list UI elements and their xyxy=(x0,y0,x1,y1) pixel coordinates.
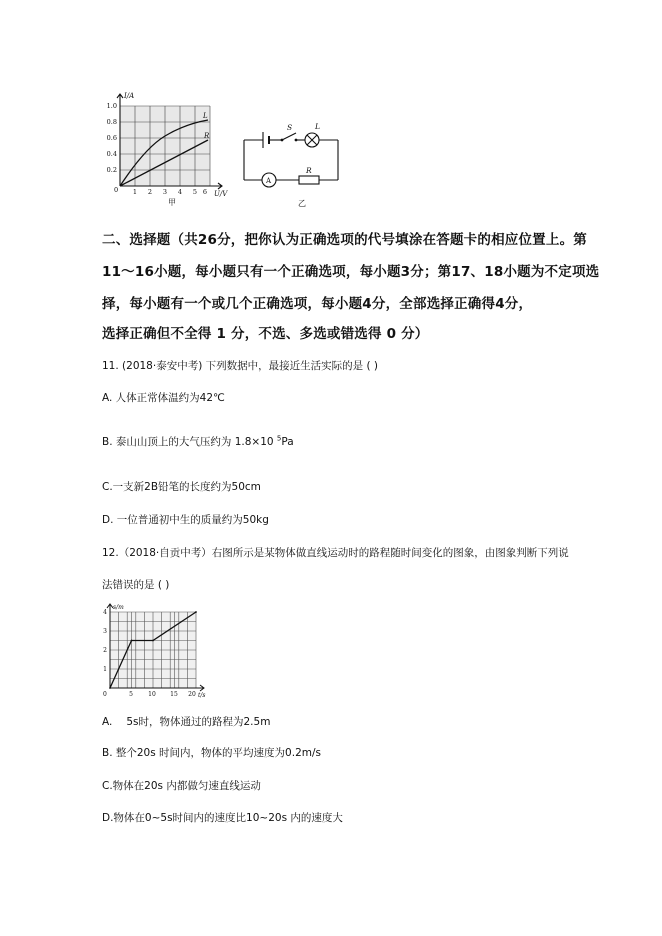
figure-yi xyxy=(236,118,346,208)
figure-caption: 甲 xyxy=(168,198,176,207)
x-tick: 3 xyxy=(162,188,168,196)
x-tick: 20 xyxy=(188,691,196,698)
y-tick: 0.8 xyxy=(106,118,117,126)
q12-option-c: C.物体在20s 内都做匀速直线运动 xyxy=(102,780,261,792)
y-tick: 0.4 xyxy=(106,150,117,158)
x-tick: 4 xyxy=(177,188,183,196)
x-tick: 2 xyxy=(147,188,153,196)
resistor-symbol xyxy=(299,176,319,184)
x-axis-label: U/V xyxy=(214,190,228,198)
x-tick: 6 xyxy=(202,188,208,196)
x-tick: 10 xyxy=(148,691,156,698)
q11-option-d: D. 一位普通初中生的质量约为50kg xyxy=(102,514,269,526)
lamp-label: L xyxy=(315,122,320,131)
q12-option-d: D.物体在0~5s时间内的速度比10~20s 内的速度大 xyxy=(102,812,343,824)
q11-option-b-exponent: 5 xyxy=(276,434,282,443)
q11-option-b-unit: Pa xyxy=(281,436,294,448)
section-header-line-4: 选择正确但不全得 1 分，不选、多选或错选得 0 分） xyxy=(102,326,429,342)
y-tick: 1.0 xyxy=(106,102,117,110)
q12-option-a-text: 5s时，物体通过的路程为2.5m xyxy=(126,716,271,728)
figure-jia xyxy=(100,88,230,208)
y-axis-label: s/m xyxy=(113,604,124,611)
line-r-label: R xyxy=(204,132,210,140)
switch-blade xyxy=(282,133,296,140)
q11-option-c: C.一支新2B铅笔的长度约为50cm xyxy=(102,481,261,493)
origin-label: 0 xyxy=(103,691,107,698)
x-tick: 5 xyxy=(129,691,133,698)
switch-pivot xyxy=(281,139,284,142)
q12-stem-line-1: 12.（2018·自贡中考）右图所示是某物体做直线运动时的路程随时间变化的图象，由图象判断下列说 xyxy=(102,547,569,559)
q12-option-b: B. 整个20s 时间内，物体的平均速度为0.2m/s xyxy=(102,747,321,759)
data-point xyxy=(195,611,197,613)
q12-option-a-letter: A. xyxy=(102,716,113,728)
y-tick: 0.2 xyxy=(106,166,117,174)
data-point xyxy=(152,640,154,642)
q12-stem-line-2: 法错误的是 ( ) xyxy=(102,579,170,591)
ammeter-label: A xyxy=(266,177,272,185)
y-tick: 2 xyxy=(103,647,107,654)
q11-option-a: A. 人体正常体温约为42℃ xyxy=(102,392,225,404)
x-axis-label: t/s xyxy=(198,692,206,699)
x-tick: 5 xyxy=(192,188,198,196)
y-tick: 4 xyxy=(103,609,107,616)
q11-stem: 11. (2018·泰安中考) 下列数据中，最接近生活实际的是 ( ) xyxy=(102,360,378,372)
switch-contact xyxy=(295,139,298,142)
y-tick: 3 xyxy=(103,628,107,635)
data-point xyxy=(109,687,111,689)
y-tick: 0.6 xyxy=(106,134,117,142)
data-point xyxy=(131,640,133,642)
q12-option-a xyxy=(102,714,270,729)
y-axis-label: I/A xyxy=(124,92,135,100)
curve-l-label: L xyxy=(203,112,208,120)
figure-caption: 乙 xyxy=(298,199,306,208)
section-header-line-3: 择，每小题有一个或几个正确选项，每小题4分，全部选择正确得4分， xyxy=(102,296,533,312)
x-tick: 15 xyxy=(170,691,178,698)
x-tick: 1 xyxy=(132,188,138,196)
q11-option-b-text: B. 泰山山顶上的大气压约为 1.8×10 xyxy=(102,436,277,448)
section-header-line-2: 11～16小题，每小题只有一个正确选项，每小题3分；第17、18小题为不定项选 xyxy=(102,264,600,280)
origin-label: 0 xyxy=(114,186,119,194)
section-header-line-1: 二、选择题（共26分，把你认为正确选项的代号填涂在答题卡的相应位置上。第 xyxy=(102,232,587,248)
resistor-label: R xyxy=(306,166,312,175)
switch-label: S xyxy=(287,123,293,132)
q11-option-b xyxy=(102,434,294,449)
q12-st-graph xyxy=(94,600,214,700)
y-tick: 1 xyxy=(103,666,107,673)
